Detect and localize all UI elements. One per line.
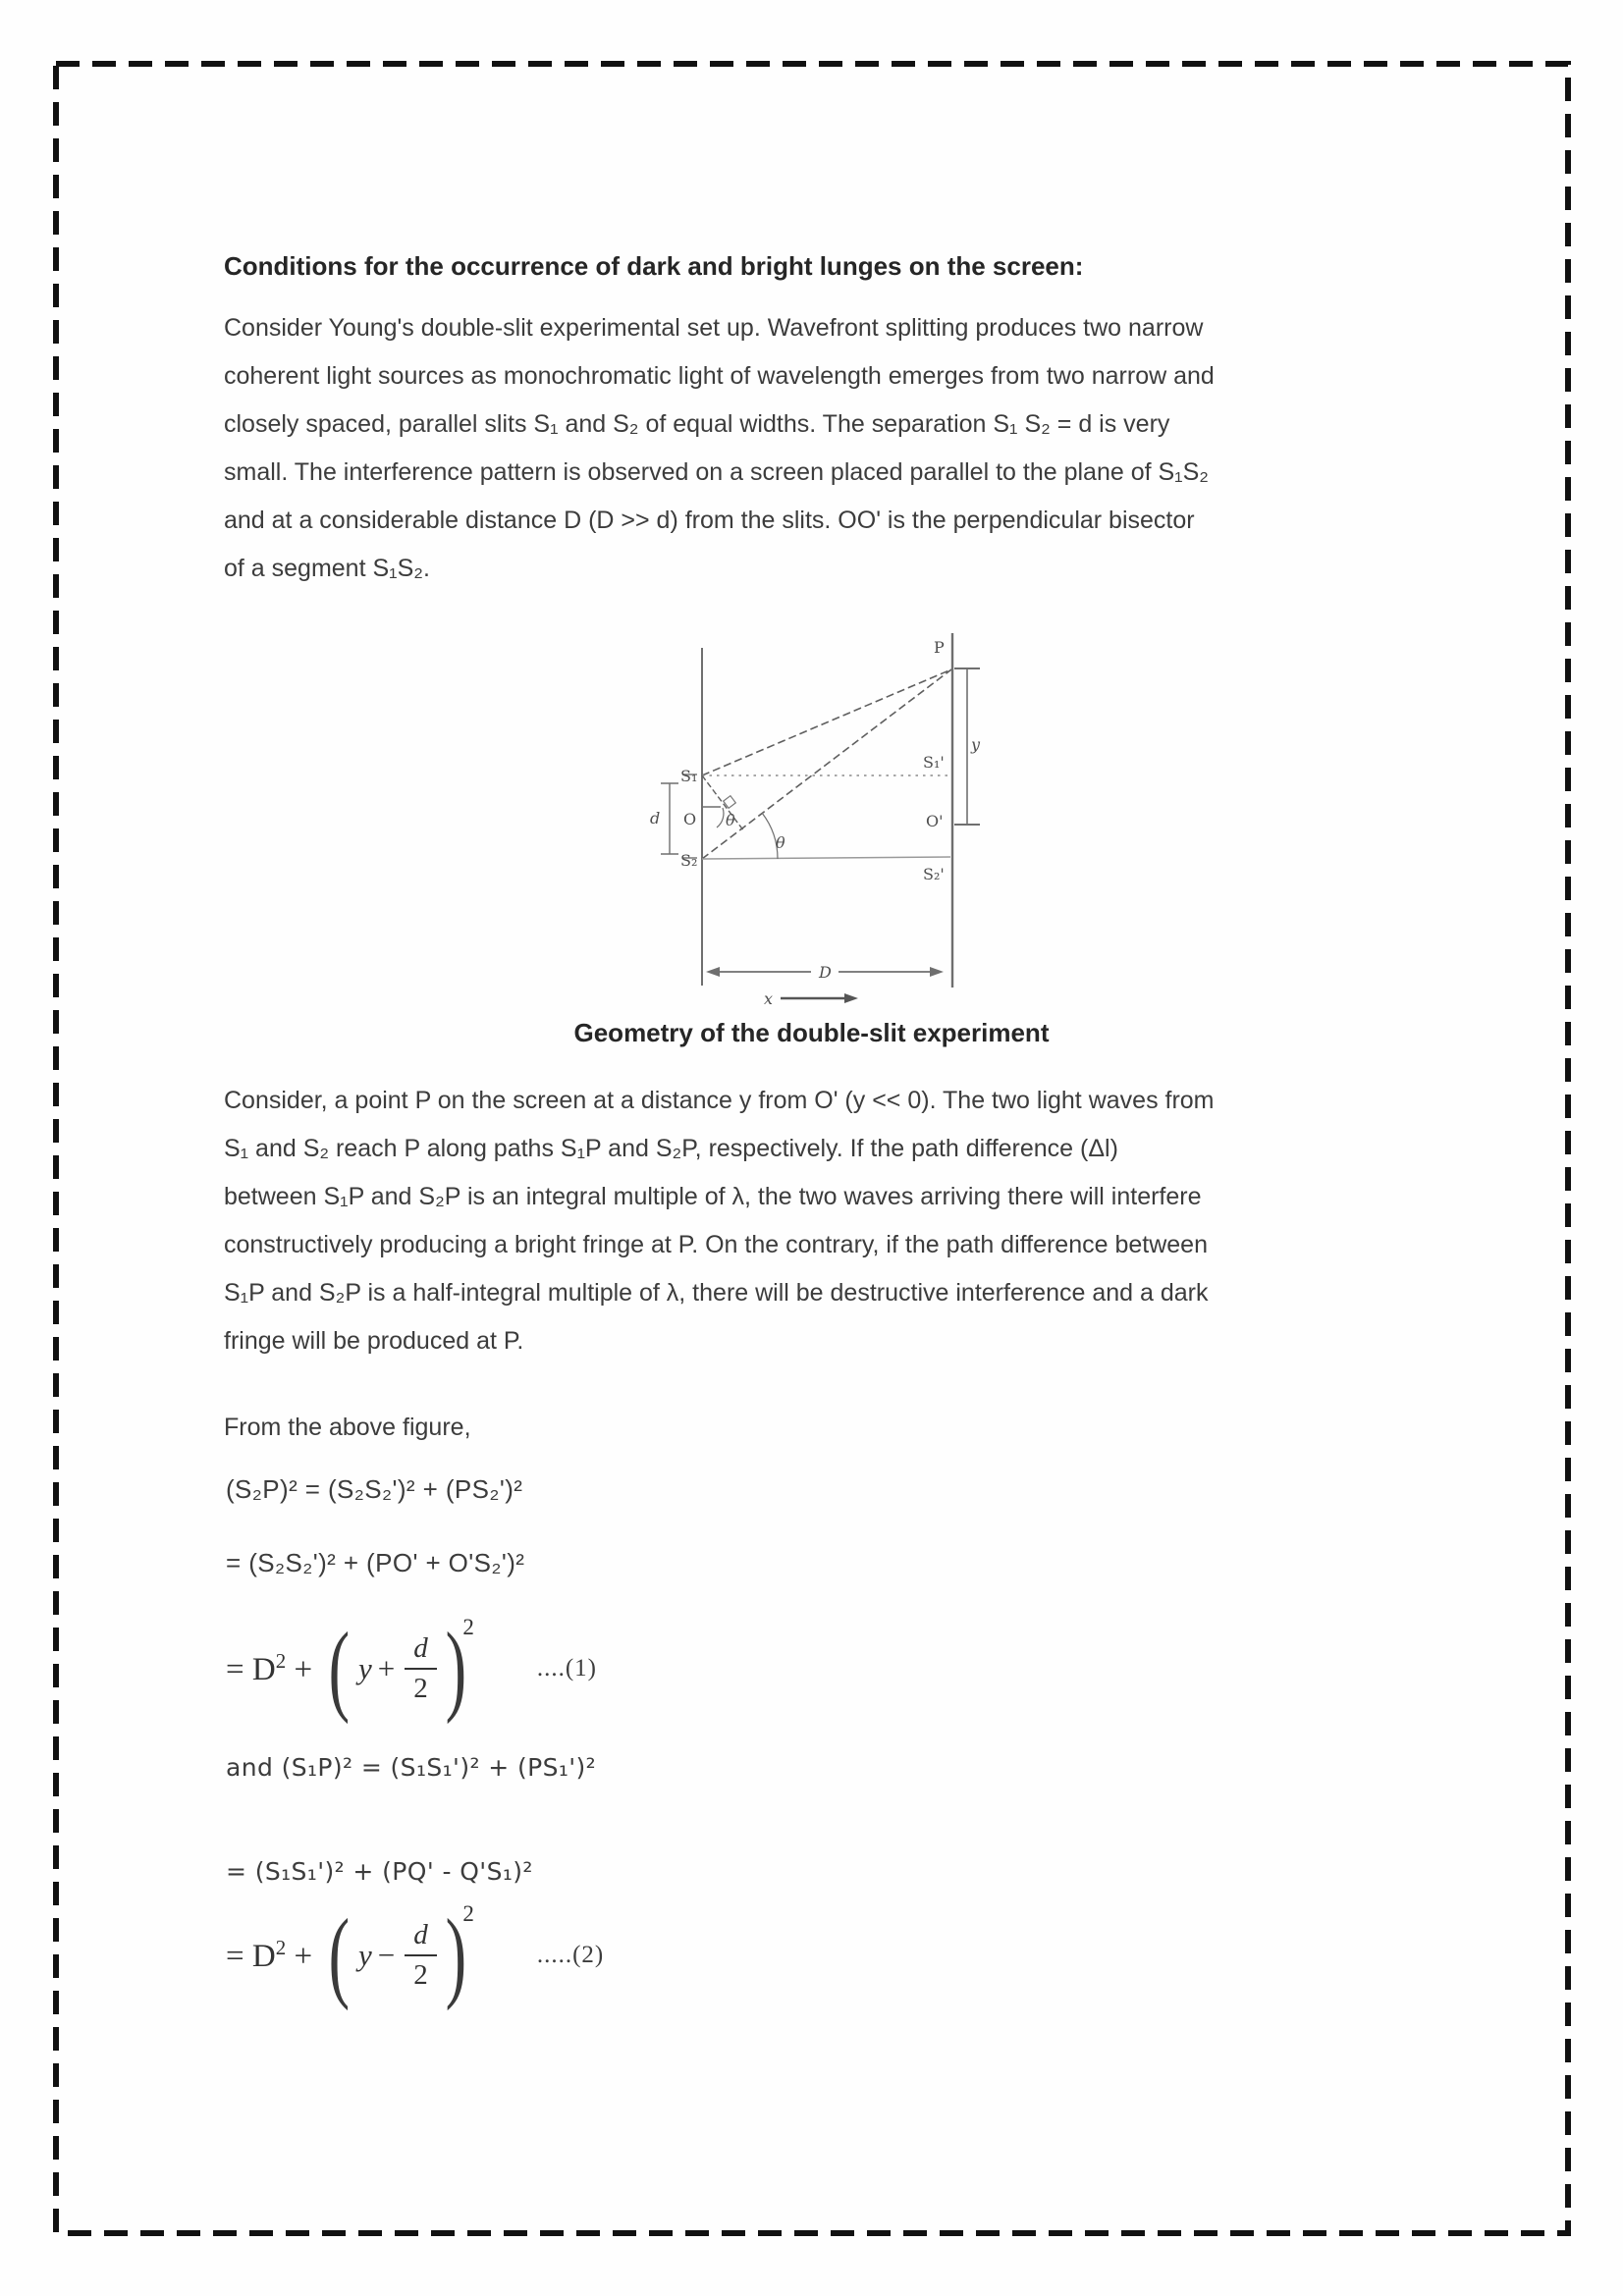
big-d-label: D — [819, 963, 832, 982]
y-label: y — [971, 735, 981, 754]
ray-s1-to-p — [702, 669, 951, 775]
display-equation-2 — [226, 1898, 605, 2012]
p-label: P — [934, 638, 945, 657]
section-heading: Conditions for the occurrence of dark and bright lunges on the screen: — [224, 251, 1084, 281]
open-paren: ( — [328, 1898, 351, 2012]
paragraph-intro: Consider Young's double-slit experimental set up. Wavefront splitting produces two narrow coherent light sources as monochromatic light of wavelength emerges from two narrow and closely spaced, parallel slits S₁ and S₂ of equal widths. The separation S₁ S₂ = d is very small. The interference pattern is observed on a screen placed parallel to the plane of S₁S₂ and at a considerable distance D (D >> d) from the slits. OO' is the perpendicular bisector of a segment S₁S₂. — [224, 314, 1215, 582]
figure-caption: Geometry of the double-slit experiment — [573, 1018, 1050, 1047]
eq2-lhs: = $D^2$ + — [226, 1936, 321, 1974]
fraction-d-over-2 — [405, 1919, 437, 1993]
equation-s2p-expanded: = (S₂S₂')² + (PO' + O'S₂')² — [226, 1548, 525, 1577]
d-arrowhead-right — [930, 967, 944, 977]
fraction-denominator: 2 — [413, 1673, 428, 1704]
equation-2-number: .....(2) — [536, 1942, 605, 1968]
paragraph-analysis: Consider, a point P on the screen at a distance y from O' (y << 0). The two light waves from S₁ and S₂ reach P along paths S₁P and S₂P, respectively. If the path difference (Δl) between S₁P and S₂P is an integral multiple of λ, the two waves arriving there will interfere constructively producing a bright fringe at P. On the contrary, if the path difference between S₁P and S₂P is a half-integral multiple of λ, there will be destructive interference and a dark fringe will be produced at P. — [224, 1087, 1215, 1355]
equation-s1p-squared: and (S₁P)² = (S₁S₁')² + (PS₁')² — [226, 1753, 597, 1782]
s2-label: S₂ — [680, 851, 698, 870]
display-equation-1 — [226, 1612, 598, 1726]
equation-s1p-expanded: = (S₁S₁')² + (PQ' - Q'S₁)² — [226, 1857, 533, 1886]
equation-1-number: ....(1) — [536, 1655, 598, 1682]
o-label: O — [683, 810, 697, 828]
angle-arc-1 — [717, 808, 724, 828]
fraction-numerator: d — [405, 1919, 437, 1956]
eq1-outer-exponent: 2 — [462, 1615, 474, 1639]
close-paren: ) — [445, 1612, 466, 1726]
d-label: d — [650, 809, 661, 828]
close-paren: ) — [445, 1898, 466, 2012]
ray-s2-to-p — [702, 669, 951, 859]
s2-prime-label: S₂' — [923, 865, 945, 883]
eq1-variable-y: y — [357, 1651, 372, 1685]
equation-s2p-squared: (S₂P)² = (S₂S₂')² + (PS₂')² — [226, 1474, 523, 1504]
theta1-label: θ — [726, 811, 735, 829]
fraction-d-over-2 — [405, 1632, 437, 1706]
figure-lead-text: From the above figure, — [224, 1414, 471, 1441]
open-paren: ( — [328, 1612, 351, 1726]
eq1-lhs-exponent: 2 — [275, 1649, 287, 1673]
eq1-lhs: = $D^2$ + — [226, 1649, 321, 1687]
eq2-operator: − — [377, 1938, 396, 1972]
line-s2-to-s2prime — [702, 857, 950, 859]
double-slit-diagram — [628, 620, 1041, 1018]
eq2-variable-y: y — [357, 1938, 372, 1972]
s1-prime-label: S₁' — [923, 753, 945, 772]
eq2-lhs-exponent: 2 — [275, 1936, 287, 1959]
eq2-outer-exponent: 2 — [462, 1901, 474, 1926]
x-label: x — [764, 989, 774, 1008]
s1-label: S₁ — [680, 767, 698, 785]
fraction-numerator: d — [405, 1632, 437, 1670]
eq1-operator: + — [377, 1651, 396, 1685]
fraction-denominator: 2 — [413, 1959, 428, 1991]
x-arrowhead — [844, 993, 858, 1003]
d-arrowhead-left — [706, 967, 720, 977]
theta2-label: θ — [776, 833, 785, 852]
perpendicular-s1 — [702, 775, 744, 831]
o-prime-label: O' — [926, 812, 944, 830]
